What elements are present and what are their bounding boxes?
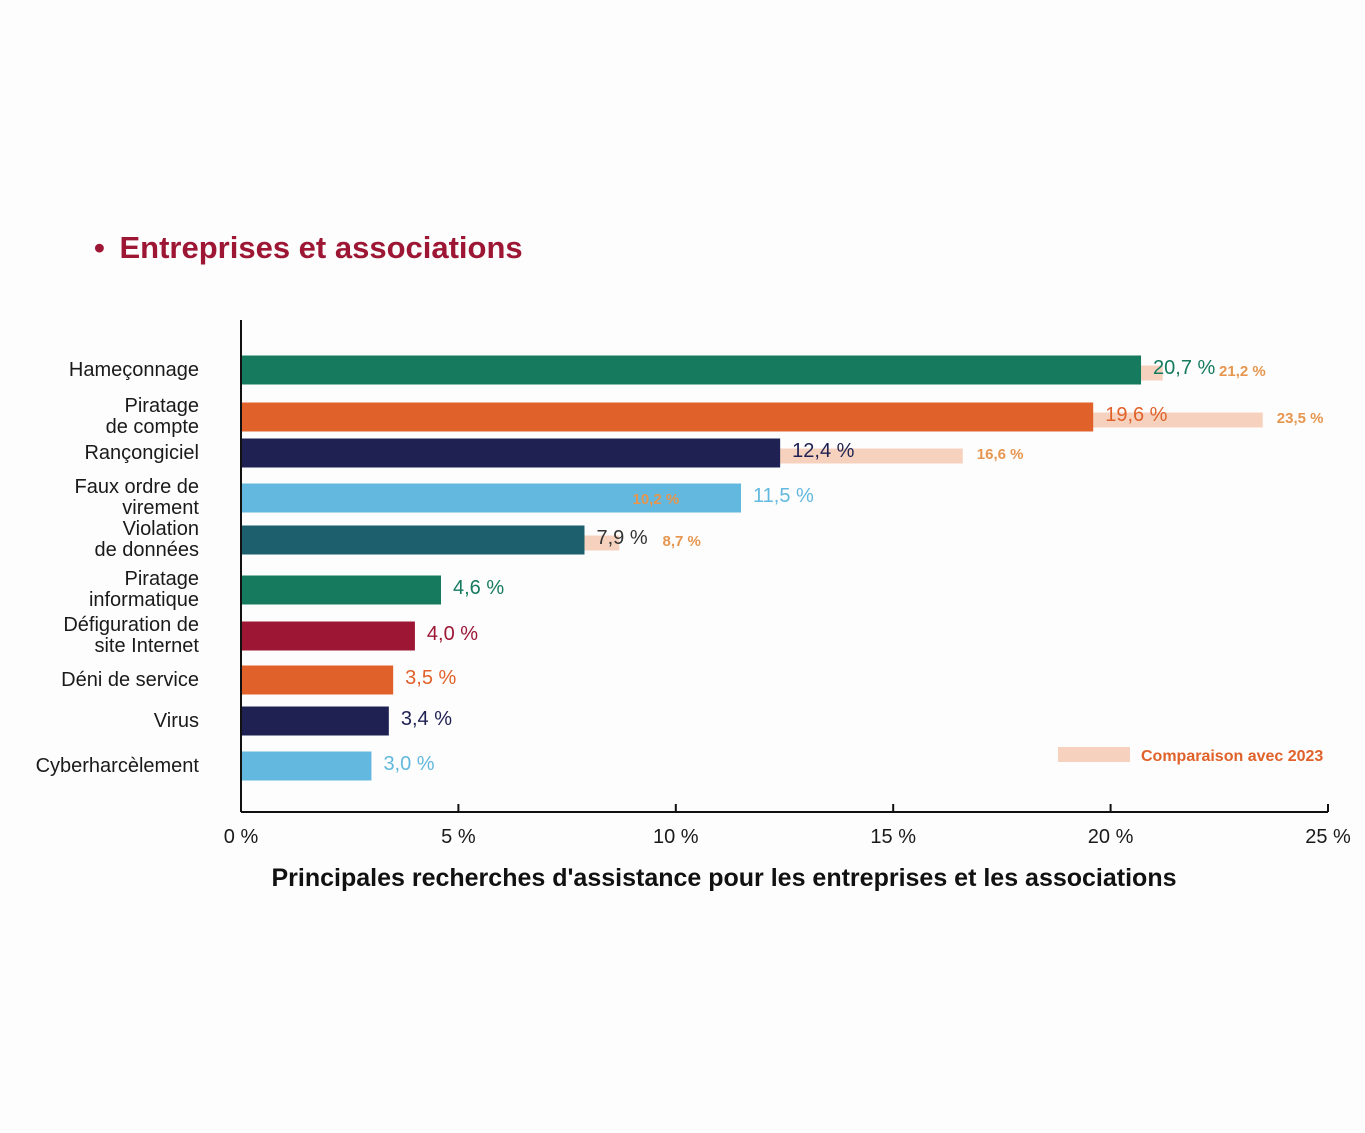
bar <box>241 707 389 736</box>
bar <box>241 576 441 605</box>
value-label: 3,4 % <box>400 708 452 730</box>
bar <box>241 526 584 555</box>
value-label: 4,0 % <box>426 623 479 645</box>
tick-label: 20 % <box>1087 826 1134 848</box>
legend <box>1058 747 1323 765</box>
comparison-label: 16,6 % <box>976 446 1024 463</box>
category-label: Piratage informatique <box>88 568 199 611</box>
tick-label: 25 % <box>1305 826 1351 848</box>
comparison-label: 8,7 % <box>662 533 701 550</box>
value-label: 12,4 % <box>792 440 855 462</box>
value-label: 11,5 % <box>753 485 814 507</box>
comparison-label: 21,2 % <box>1219 363 1266 380</box>
title-bullet: • <box>94 230 105 265</box>
bars <box>241 356 1216 781</box>
bar <box>241 622 415 651</box>
comparison-label: 10,2 % <box>632 491 680 508</box>
value-label: 3,0 % <box>383 753 435 775</box>
category-label: Violation de données <box>94 518 199 561</box>
legend-swatch <box>1058 747 1130 762</box>
category-label: Déni de service <box>61 669 199 691</box>
category-label: Défiguration de site Internet <box>63 614 199 657</box>
value-label: 4,6 % <box>453 577 505 599</box>
comparison-label: 23,5 % <box>1276 410 1324 427</box>
tick-label: 10 % <box>653 826 699 848</box>
category-label: Hameçonnage <box>68 359 199 381</box>
category-labels <box>36 359 200 777</box>
category-label: Piratage de compte <box>105 395 199 438</box>
tick-label: 15 % <box>870 826 916 848</box>
category-label: Rançongiciel <box>84 442 199 464</box>
category-label: Virus <box>153 710 199 732</box>
value-label: 19,6 % <box>1105 404 1168 426</box>
tick-label: 0 % <box>223 826 259 848</box>
value-label: 7,9 % <box>596 527 648 549</box>
chart-title <box>94 230 523 265</box>
title-text: Entreprises et associations <box>119 230 523 265</box>
bar <box>241 356 1141 385</box>
bar <box>241 666 393 695</box>
tick-label: 5 % <box>441 826 476 848</box>
value-label: 3,5 % <box>405 667 457 689</box>
x-axis-label: Principales recherches d'assistance pour les entreprises et les associations <box>271 864 1177 892</box>
category-label: Faux ordre de virement <box>74 476 199 519</box>
category-label: Cyberharcèlement <box>35 755 199 777</box>
bar <box>241 439 780 468</box>
bar <box>241 403 1093 432</box>
bar <box>241 752 371 781</box>
value-label: 20,7 % <box>1153 357 1216 379</box>
legend-label: Comparaison avec 2023 <box>1141 748 1324 765</box>
